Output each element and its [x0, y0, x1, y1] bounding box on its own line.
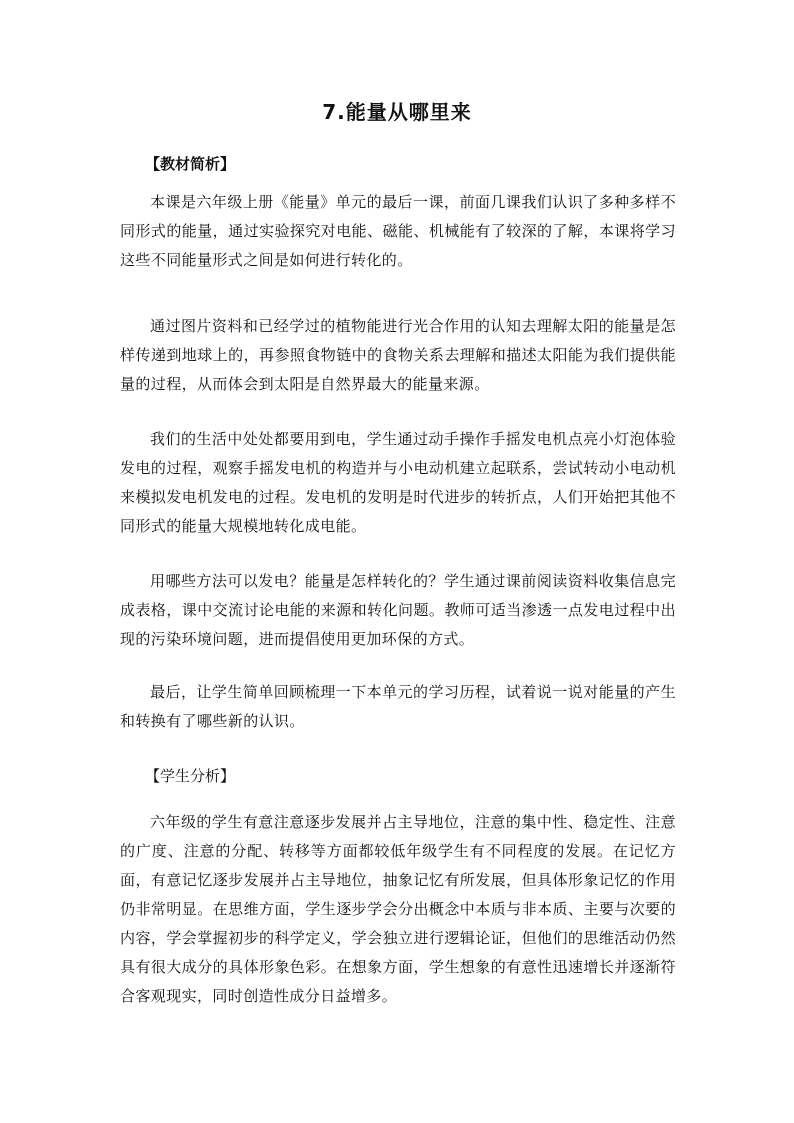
paragraph: 通过图片资料和已经学过的植物能进行光合作用的认知去理解太阳的能量是怎样传递到地球上的，再参照食物链中的食物关系去理解和描述太阳能为我们提供能量的过程，从而体会到太阳是自然界最大的能量来源。: [120, 317, 676, 393]
section-heading-textbook-analysis: 【教材简析】: [145, 155, 236, 173]
paragraph: 六年级的学生有意注意逐步发展并占主导地位，注意的集中性、稳定性、注意的广度、注意的分配、转移等方面都较低年级学生有不同程度的发展。在记忆方面，有意记忆逐步发展并占主导地位，抽象记忆有所发展，但具体形象记忆的作用仍非常明显。在思维方面，学生逐步学会分出概念中本质与非本质、主要与次要的内容，学会掌握初步的科学定义，学会独立进行逻辑论证，但他们的思维活动仍然具有很大成分的具体形象色彩。在想象方面，学生想象的有意性迅速增长并逐渐符合客观现实，同时创造性成分日益增多。: [120, 813, 676, 1005]
paragraph: 本课是六年级上册《能量》单元的最后一课，前面几课我们认识了多种多样不同形式的能量，通过实验探究对电能、磁能、机械能有了较深的了解，本课将学习这些不同能量形式之间是如何进行转化的。: [120, 193, 676, 269]
page-title: 7.能量从哪里来: [322, 100, 472, 124]
section-heading-student-analysis: 【学生分析】: [145, 767, 236, 785]
paragraph: 最后，让学生简单回顾梳理一下本单元的学习历程，试着说一说对能量的产生和转换有了哪些新的认识。: [120, 683, 676, 730]
paragraph: 用哪些方法可以发电？能量是怎样转化的？学生通过课前阅读资料收集信息完成表格，课中交流讨论电能的来源和转化问题。教师可适当渗透一点发电过程中出现的污染环境问题，进而提倡使用更加环保的方式。: [120, 572, 676, 648]
paragraph: 我们的生活中处处都要用到电，学生通过动手操作手摇发电机点亮小灯泡体验发电的过程，观察手摇发电机的构造并与小电动机建立起联系，尝试转动小电动机来模拟发电机发电的过程。发电机的发明是时代进步的转折点，人们开始把其他不同形式的能量大规模地转化成电能。: [120, 430, 676, 535]
